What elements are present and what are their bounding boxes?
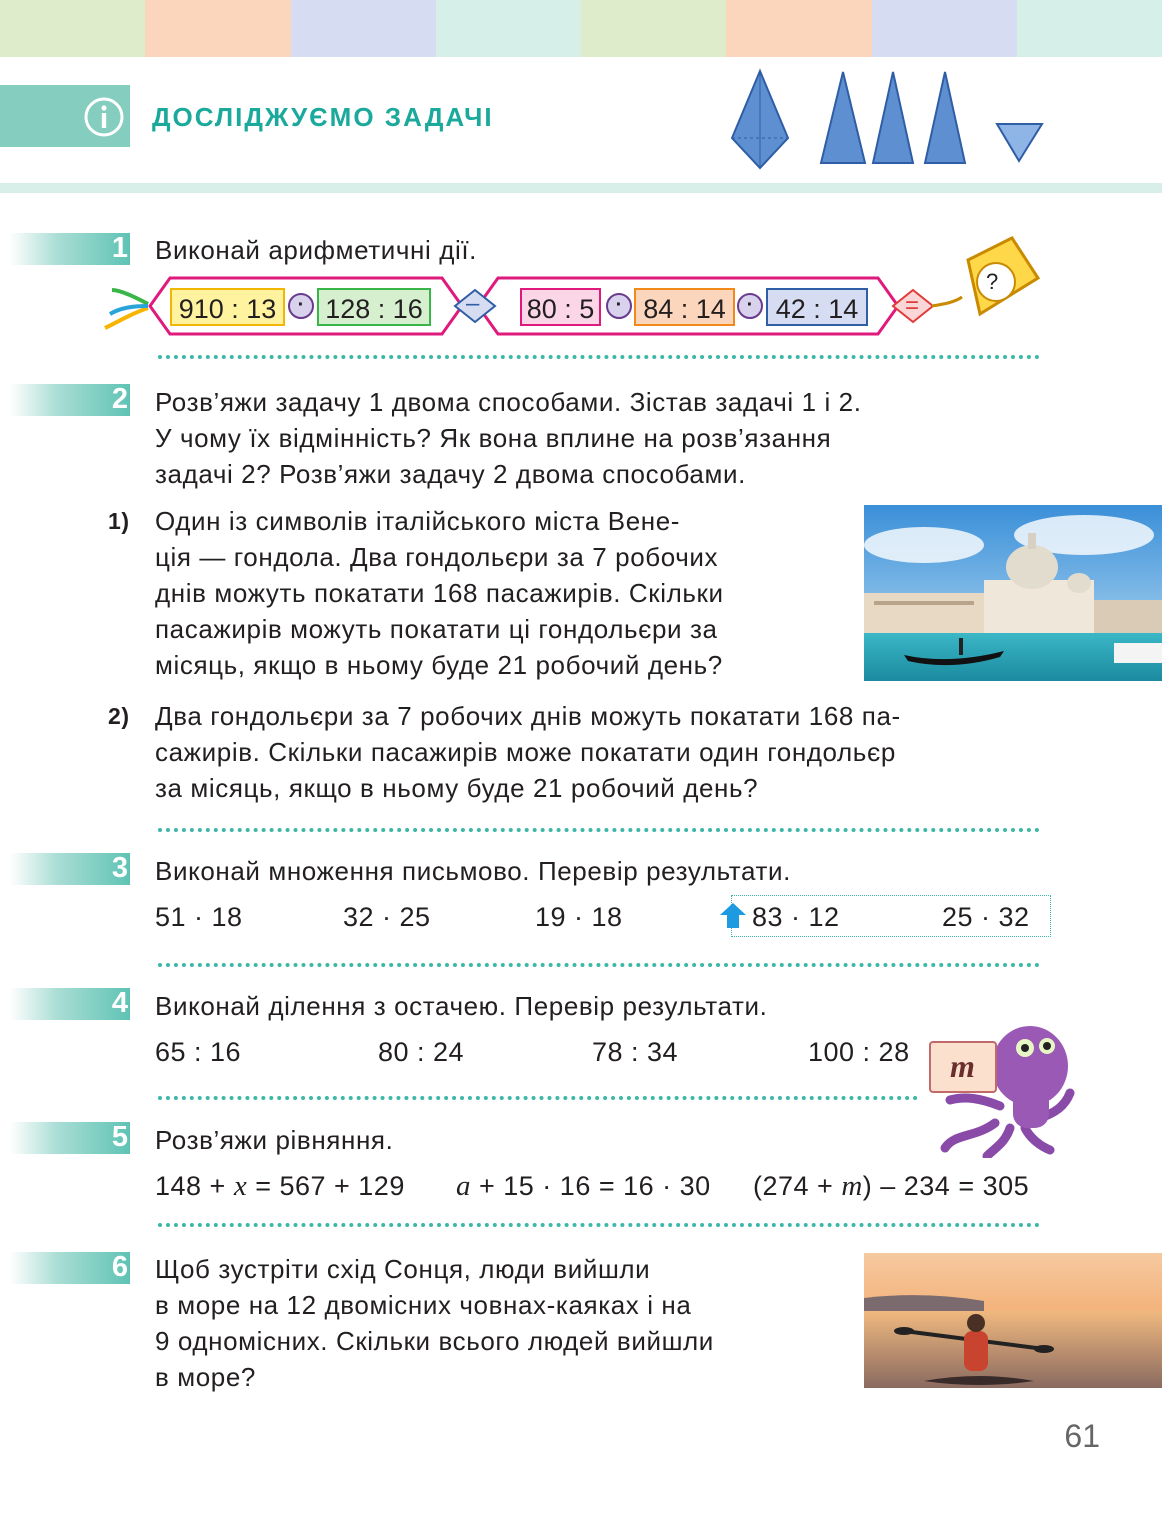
subtask1-line: ція — гондола. Два гондольєри за 7 робочих bbox=[155, 542, 719, 572]
question-mark: ? bbox=[986, 269, 999, 294]
expr-box: 80 : 5 bbox=[520, 288, 601, 326]
expr-box: 42 : 14 bbox=[766, 288, 868, 326]
section-title: ДОСЛІДЖУЄМО ЗАДАЧІ bbox=[152, 102, 494, 132]
answer-dotted-line bbox=[158, 828, 1040, 832]
math-expression: 19 · 18 bbox=[535, 902, 623, 932]
task4-text: Виконай ділення з остачею. Перевір результати. bbox=[155, 991, 768, 1021]
pyramids-illustration bbox=[725, 68, 1055, 173]
answer-dotted-line bbox=[158, 355, 1040, 359]
task3-text: Виконай множення письмово. Перевір результати. bbox=[155, 856, 791, 886]
answer-dotted-line bbox=[158, 1096, 918, 1100]
subtask1-line: пасажирів можуть покатати ці гондольєри за bbox=[155, 614, 718, 644]
task-number-3: 3 bbox=[10, 853, 130, 885]
subtask-label: 2) bbox=[108, 703, 130, 729]
subtask2-line: сажирів. Скільки пасажирів може покатати один гондольєр bbox=[155, 737, 896, 767]
equation-2: a + 15 · 16 = 16 · 30 bbox=[456, 1170, 711, 1202]
task-number-5: 5 bbox=[10, 1122, 130, 1154]
math-expression: 51 · 18 bbox=[155, 902, 243, 932]
math-expression: 78 : 34 bbox=[592, 1037, 679, 1067]
kayak-photo bbox=[864, 1253, 1162, 1388]
task1-text: Виконай арифметичні дії. bbox=[155, 235, 477, 265]
subtask1-line: Один із символів італійського міста Вене- bbox=[155, 506, 681, 536]
task6-line: 9 одномісних. Скільки всього людей вийшли bbox=[155, 1326, 714, 1356]
task6-line: Щоб зустріти схід Сонця, люди вийшли bbox=[155, 1254, 651, 1284]
answer-dotted-line bbox=[158, 1223, 1040, 1227]
task5-text: Розв’яжи рівняння. bbox=[155, 1125, 394, 1155]
sign-letter: m bbox=[950, 1048, 975, 1084]
task-number-6: 6 bbox=[10, 1252, 130, 1284]
page-number: 61 bbox=[1064, 1418, 1100, 1454]
equation-3: (274 + m) – 234 = 305 bbox=[753, 1170, 1030, 1202]
header-divider bbox=[0, 183, 1162, 193]
dot-operator: · bbox=[288, 293, 314, 319]
venice-photo bbox=[864, 505, 1162, 681]
expr-box: 84 : 14 bbox=[634, 288, 735, 326]
math-expression: 25 · 32 bbox=[942, 902, 1030, 932]
top-color-band bbox=[0, 0, 1162, 57]
minus-operator: – bbox=[466, 290, 480, 317]
task6-line: в море? bbox=[155, 1362, 256, 1392]
dot-operator: · bbox=[737, 293, 763, 319]
equals-operator: = bbox=[905, 292, 920, 319]
subtask2-line: за місяць, якщо в ньому буде 21 робочий день? bbox=[155, 773, 759, 803]
expr-box: 128 : 16 bbox=[317, 288, 431, 326]
expr-box: 910 : 13 bbox=[170, 288, 285, 326]
equation-1: 148 + x = 567 + 129 bbox=[155, 1170, 405, 1202]
task2-line: У чому їх відмінність? Як вона вплине на розв’язання bbox=[155, 423, 832, 453]
subtask1-line: днів можуть покатати 168 пасажирів. Скільки bbox=[155, 578, 724, 608]
info-icon bbox=[83, 96, 125, 138]
dot-operator: · bbox=[606, 293, 632, 319]
subtask-label: 1) bbox=[108, 508, 130, 534]
task2-line: Розв’яжи задачу 1 двома способами. Зістав задачі 1 і 2. bbox=[155, 387, 862, 417]
task-number-4: 4 bbox=[10, 988, 130, 1020]
answer-dotted-line bbox=[158, 963, 1040, 967]
math-expression: 83 · 12 bbox=[752, 902, 840, 932]
task-number-1: 1 bbox=[10, 233, 130, 265]
math-expression: 65 : 16 bbox=[155, 1037, 242, 1067]
octopus-illustration bbox=[925, 1018, 1075, 1158]
math-expression: 32 · 25 bbox=[343, 902, 431, 932]
subtask2-line: Два гондольєри за 7 робочих днів можуть покатати 168 па- bbox=[155, 701, 901, 731]
task-number-2: 2 bbox=[10, 384, 130, 416]
math-expression: 100 : 28 bbox=[808, 1037, 910, 1067]
task2-line: задачі 2? Розв’яжи задачу 2 двома способами. bbox=[155, 459, 746, 489]
arrow-up-icon bbox=[719, 902, 747, 929]
math-expression: 80 : 24 bbox=[378, 1037, 465, 1067]
task6-line: в море на 12 двомісних човнах-каяках і на bbox=[155, 1290, 692, 1320]
subtask1-line: місяць, якщо в ньому буде 21 робочий день? bbox=[155, 650, 723, 680]
